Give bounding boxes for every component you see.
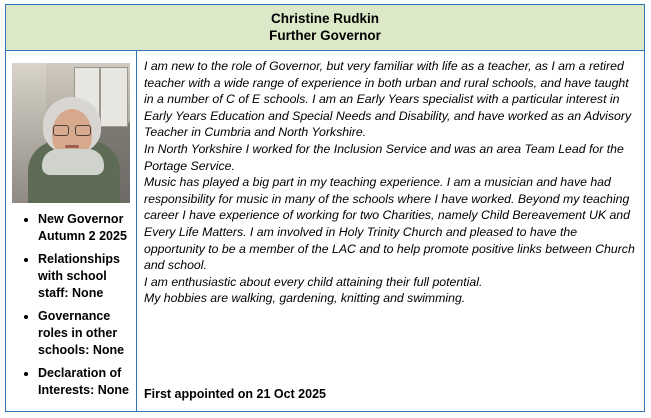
biography-paragraph: Music has played a big part in my teaching experience. I am a musician and have had responsibility for music in many of the schools where I have worked. Beyond my teaching career I have experience of working for two Charities, namely Child Bereavement UK and Every Life Matters. I am involved in Holy Trinity Church and pleased to have the opportunity to be a member of the LAC and to help promote positive links between Church and school. (144, 175, 635, 273)
list-item: • Governance roles in other schools: None (38, 308, 130, 359)
governor-portrait-photo (12, 63, 130, 203)
list-item: • Declaration of Interests: None (38, 365, 130, 399)
governor-role: Further Governor (269, 28, 381, 43)
photo-mouth (65, 145, 79, 148)
profile-column (6, 51, 137, 411)
profile-bullet-list (12, 211, 130, 405)
first-appointed-date: First appointed on 21 Oct 2025 (144, 387, 326, 402)
governor-name: Christine Rudkin (270, 11, 379, 26)
biography-paragraph: I am enthusiastic about every child attaining their full potential. (144, 274, 483, 289)
photo-scarf (42, 149, 104, 175)
biography-paragraph: I am new to the role of Governor, but very familiar with life as a teacher, as I am a retired teacher with a wide range of experience in both urban and rural schools, and have taught in a number of C of E schools. I am an Early Years specialist with a particular interest in Early Years Education and Special Needs and Disability, and have worked as an Advisory Teacher in Cumbria and North Yorkshire. (144, 59, 632, 140)
biography-paragraph: In North Yorkshire I worked for the Inclusion Service and was an area Team Lead for the Portage Service. (144, 141, 624, 173)
card-body (6, 51, 644, 411)
governor-profile-card (5, 4, 645, 412)
biography-paragraph: My hobbies are walking, gardening, knitting and swimming. (144, 291, 466, 306)
biography-column (137, 51, 644, 411)
card-header (6, 5, 644, 51)
photo-glasses (53, 125, 91, 134)
list-item: • Relationships with school staff: None (38, 251, 130, 302)
list-item: • New Governor Autumn 2 2025 (38, 211, 130, 245)
